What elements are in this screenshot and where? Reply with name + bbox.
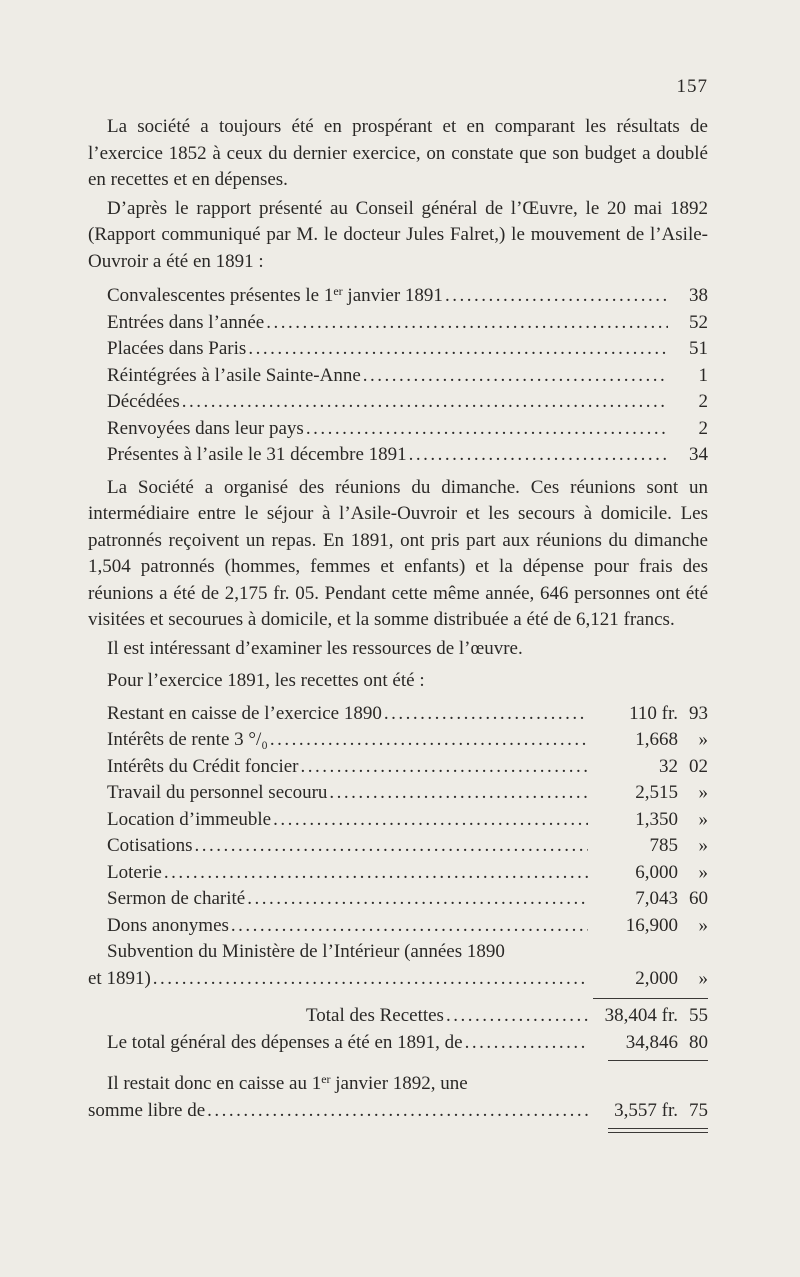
final-double-rule [608,1128,708,1133]
table-row: Convalescentes présentes le 1er janvier 1891 ..... 38 [88,283,708,310]
table-row: Présentes à l’asile le 31 décembre 1891 ..... 34 [88,442,708,469]
table-row: Cotisations ..... 785 » [88,833,708,860]
table-row: Intérêts de rente 3 °/₀ ..... 1,668 » [88,727,708,754]
table-row: Renvoyées dans leur pays ..... 2 [88,416,708,443]
remaining-line: Il restait donc en caisse au 1er janvier 1892, une [107,1072,468,1094]
remaining-row: somme libre de ..... 3,557 fr. 75 [88,1098,708,1125]
table-row: Travail du personnel secouru ..... 2,515 » [88,780,708,807]
table-row: Dons anonymes ..... 16,900 » [88,913,708,940]
row-value: 38 [689,285,708,306]
paragraph-report: D’après le rapport présenté au Conseil général de l’Œuvre, le 20 mai 1892 (Rapport communiqué par M. le docteur Jules Falret,) le mouvement de l’Asile-Ouvroir a été en 1891 : [88,197,708,272]
table-row: Intérêts du Crédit foncier ..... 32 02 [88,754,708,781]
paragraph-budget: La société a toujours été en prospérant et en comparant les résultats de l’exercice 1852 à ceux du dernier exercice, on constate que son budget a doublé en recettes et en dépenses. [88,116,708,190]
paragraph-resources: Il est intéressant d’examiner les ressources de l’œuvre. [107,637,523,659]
sum-rule [593,998,708,999]
table-row: Loterie ..... 6,000 » [88,860,708,887]
table-row: Réintégrées à l’asile Sainte-Anne ..... 1 [88,363,708,390]
row-value: 1 [698,364,708,386]
receipts-table [88,701,708,1134]
row-value: 34 [689,444,708,465]
page-content [88,114,708,1133]
total-receipts-row: Total des Recettes ..... 38,404 fr. 55 [88,1003,708,1030]
table-row: et 1891) ..... 2,000 » [88,966,708,993]
table-row: Placées dans Paris ..... 51 [88,336,708,363]
row-value: 2 [698,391,708,412]
row-value: 2 [698,417,708,439]
table-row: Location d’immeuble ..... 1,350 » [88,807,708,834]
page-number: 157 [676,76,708,97]
movement-table [88,283,708,469]
total-expenses-row: Le total général des dépenses a été en 1891, de ..... 34,846 80 [88,1030,708,1057]
paragraph-receipts-intro: Pour l’exercice 1891, les recettes ont été : [107,670,425,691]
table-row: Entrées dans l’année ..... 52 [88,310,708,337]
paragraph-sunday-meetings: La Société a organisé des réunions du dimanche. Ces réunions sont un intermédiaire entre le séjour à l’Asile-Ouvroir et les secours à domicile. Les patronnés reçoivent un repas. En 1891, ont pris part aux réunions du dimanche 1,504 patronnés (hommes, femmes et enfants) et la dépense pour frais des réunions a été de 2,175 fr. 05. Pendant cette même année, 646 personnes ont été visitées et secourues à domicile, et la somme distribuée a été de 6,121 francs. [88,476,708,630]
row-value: 52 [689,311,708,333]
table-row: Décédées ..... 2 [88,389,708,416]
subvention-line: Subvention du Ministère de l’Intérieur (années 1890 [107,941,505,962]
table-row: Restant en caisse de l’exercice 1890 ..... 110 fr. 93 [88,701,708,728]
table-row: Sermon de charité ..... 7,043 60 [88,886,708,913]
row-value: 51 [689,338,708,359]
